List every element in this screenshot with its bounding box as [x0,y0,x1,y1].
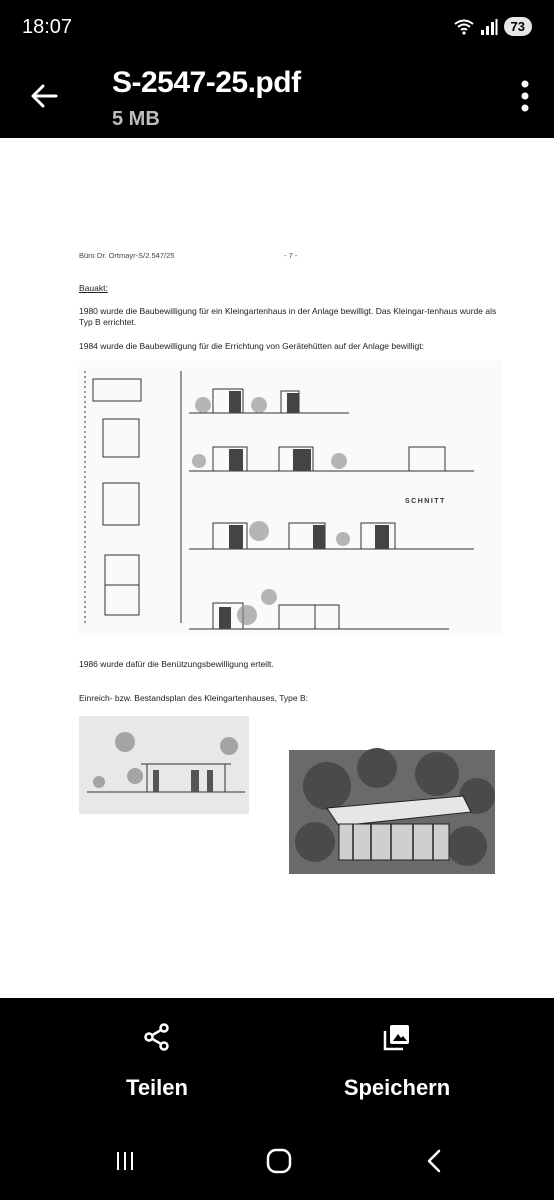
file-title: S-2547-25.pdf [112,66,301,99]
drawing-section-label: SCHNITT [405,498,446,505]
save-label: Speichern [343,1075,451,1100]
system-navigation-bar [0,1118,554,1200]
pdf-page[interactable] [0,138,554,998]
recents-icon[interactable] [110,1146,140,1176]
battery-level: 73 [504,17,532,36]
doc-paragraph-3: 1986 wurde dafür die Benützungsbewilligung erteilt. [79,659,274,669]
status-time: 18:07 [22,16,73,38]
gallery-save-icon [382,1022,412,1052]
share-label: Teilen [126,1075,188,1100]
status-icons [454,17,532,36]
signal-icon [480,19,498,35]
doc-page-number: - 7 - [284,251,298,260]
wifi-icon [454,19,474,35]
doc-paragraph-2: 1984 wurde die Baubewilligung für die Errichtung von Gerätehütten auf der Anlage bewilligt: [79,341,424,351]
bottom-action-bar [0,998,554,1118]
back-arrow-icon[interactable] [26,78,62,114]
status-bar [0,0,554,56]
doc-section-title: Bauakt: [79,283,108,293]
doc-paragraph-4: Einreich- bzw. Bestandsplan des Kleingartenhauses, Type B: [79,693,309,703]
save-button[interactable] [317,1022,477,1101]
file-size: 5 MB [112,108,160,130]
share-button[interactable] [77,1022,237,1101]
elevation-sketch-blank [79,814,249,902]
doc-paragraph-1: 1980 wurde die Baubewilligung für ein Kleingartenhaus in der Anlage bewilligt. Das Kleingar-tenhaus wurde als Typ B errichtet. [79,306,497,327]
doc-header-left: Büro Dr. Ortmayr-S/2.547/25 [79,251,175,260]
share-icon [142,1022,172,1052]
garden-shed-plans-drawing [79,361,502,636]
more-options-icon[interactable] [520,78,530,114]
home-icon[interactable] [264,1146,294,1176]
perspective-sketch [287,716,497,902]
app-header [0,56,554,138]
elevation-sketch [79,716,249,814]
nav-back-icon[interactable] [420,1146,450,1176]
